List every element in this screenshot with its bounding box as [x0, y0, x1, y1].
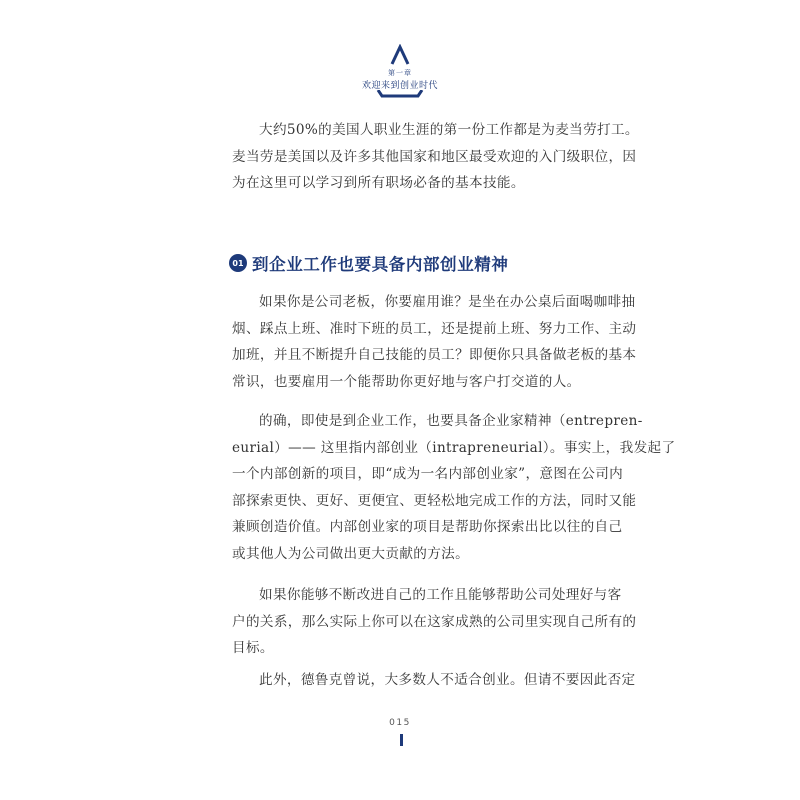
intro-paragraph [232, 117, 639, 197]
text-line: 常识，也要雇用一个能帮助你更好地与客户打交道的人。 [232, 373, 581, 390]
section-number-badge: 01 [229, 254, 247, 272]
paragraph-2 [232, 408, 676, 567]
section-title: 到企业工作也要具备内部创业精神 [252, 255, 509, 274]
text-line: 如果你能够不断改进自己的工作且能够帮助公司处理好与客 [259, 587, 622, 603]
text-line: 加班，并且不断提升自己技能的员工？即便你只具备做老板的基本 [232, 347, 637, 363]
text-line: 的确，即使是到企业工作，也要具备企业家精神（entrepren- [259, 413, 643, 429]
triangle-apex-icon [389, 44, 411, 66]
text-line: 兼顾创造价值。内部创业家的项目是帮助你探索出比以往的自己 [232, 519, 623, 535]
text-line: 大约50%的美国人职业生涯的第一份工作都是为麦当劳打工。 [259, 122, 639, 138]
page-number: 015 [389, 718, 411, 728]
text-line: 此外，德鲁克曾说，大多数人不适合创业。但请不要因此否定 [259, 672, 636, 688]
chapter-number: 第一章 [388, 69, 412, 77]
text-line: 为在这里可以学习到所有职场必备的基本技能。 [232, 175, 525, 191]
paragraph-3 [232, 582, 637, 662]
text-line: eurial）—— 这里指内部创业（intrapreneurial）。事实上，我发起了 [232, 439, 676, 456]
section-heading [229, 251, 509, 275]
text-line: 烟、踩点上班、准时下班的员工，还是提前上班、努力工作、主动 [232, 320, 637, 337]
page-marker-bar [400, 734, 403, 746]
paragraph-1 [232, 289, 637, 395]
text-line: 或其他人为公司做出更大贡献的方法。 [232, 545, 470, 562]
paragraph-4 [232, 667, 636, 694]
triangle-base-icon [376, 90, 424, 98]
text-line: 麦当劳是美国以及许多其他国家和地区最受欢迎的入门级职位，因 [232, 148, 637, 165]
chapter-header [340, 38, 460, 96]
text-line: 户的关系，那么实际上你可以在这家成熟的公司里实现自己所有的 [232, 613, 637, 630]
text-line: 一个内部创新的项目，即“成为一名内部创业家”，意图在公司内 [232, 466, 624, 482]
text-line: 如果你是公司老板，你要雇用谁？是坐在办公桌后面喝咖啡抽 [259, 294, 636, 310]
text-line: 目标。 [232, 640, 274, 656]
chapter-title: 欢迎来到创业时代 [361, 81, 438, 91]
text-line: 部探索更快、更好、更便宜、更轻松地完成工作的方法，同时又能 [232, 492, 637, 509]
